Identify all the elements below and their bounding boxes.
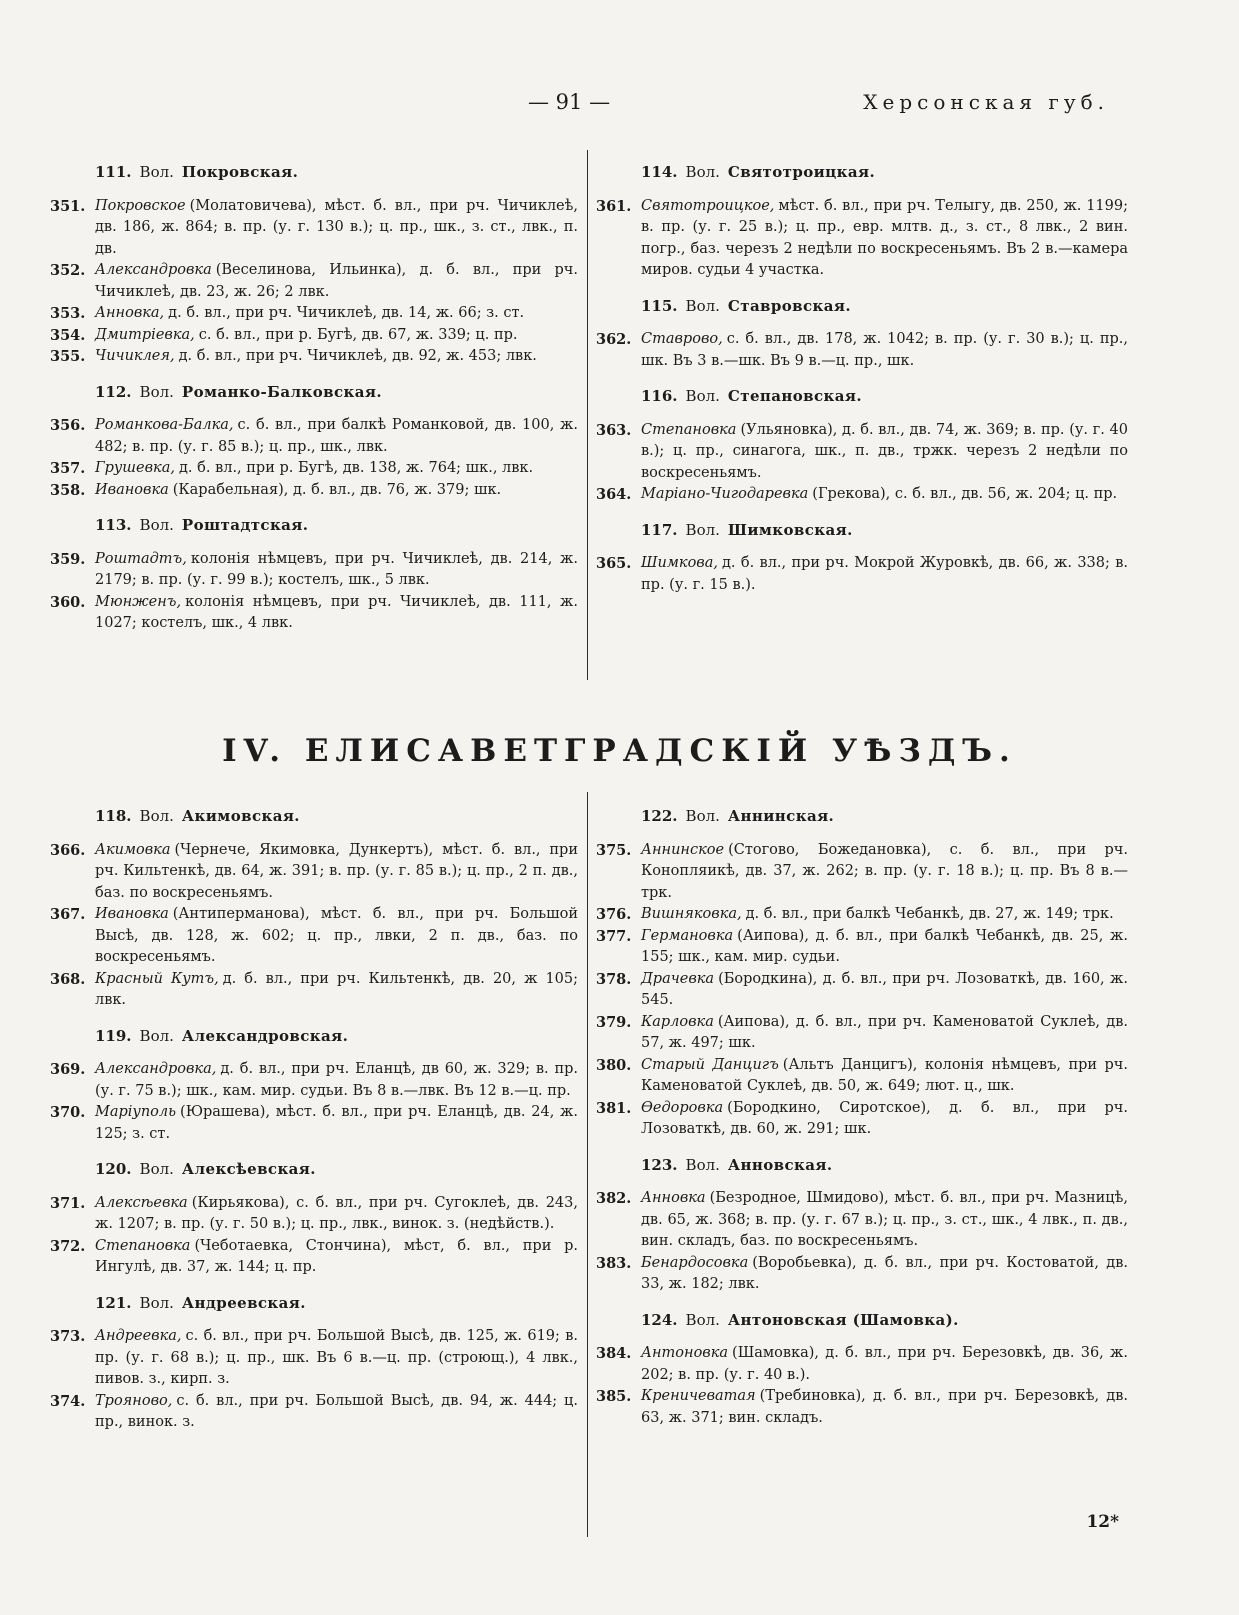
volost-number: 114. (641, 163, 678, 181)
settlement-entry (596, 553, 1128, 596)
volost-number: 111. (95, 163, 132, 181)
place-name: Андреевка, (95, 1328, 182, 1344)
entry-number: 376. (596, 906, 632, 923)
entry-number: 378. (596, 970, 632, 988)
settlement-entry (50, 549, 578, 592)
volost-heading (596, 1155, 1128, 1177)
entry-number: 385. (596, 1388, 632, 1405)
volost-heading (50, 382, 578, 404)
entry-number: 365. (596, 555, 632, 572)
settlement-entry (596, 420, 1128, 485)
volost-number: 122. (641, 807, 678, 825)
place-name: Чичиклея, (95, 348, 175, 364)
entry-number: 372. (50, 1237, 86, 1255)
settlement-entry (50, 260, 578, 303)
entry-description: (Юрашева), мѣст. б. вл., при рч. Еланцѣ, дв. 24, ж. 125; з. ст. (95, 1104, 578, 1142)
entry-number: 370. (50, 1104, 86, 1121)
entry-description: (Веселинова, Ильинка), д. б. вл., при рч. Чичиклеѣ, дв. 23, ж. 26; 2 лвк. (95, 262, 578, 300)
entry-description: д. б. вл., при рч. Чичиклеѣ, дв. 14, ж. 66; з. ст. (168, 305, 525, 321)
place-name: Анновка, (95, 305, 165, 321)
entry-number: 352. (50, 262, 86, 279)
volost-heading (50, 806, 578, 828)
entry-number: 354. (50, 326, 86, 344)
entry-description: д. б. вл., при рч. Еланцѣ, дв 60, ж. 329; в. пр. (у. г. 75 в.); шк., кам. мир. судьи. Въ 8 в.—лвк. Въ 12 в.—ц. пр. (95, 1061, 578, 1099)
entry-number: 379. (596, 1013, 632, 1031)
place-name: Маріано-Чигодаревка (641, 486, 809, 502)
place-name: Анновка (641, 1190, 706, 1206)
volost-number: 120. (95, 1160, 132, 1178)
volost-abbrev: Вол. (139, 516, 174, 534)
settlement-entry (596, 1386, 1128, 1429)
entry-description: с. б. вл., дв. 178, ж. 1042; в. пр. (у. г. 30 в.); ц. пр., шк. Въ 3 в.—шк. Въ 9 в.—ц. пр., шк. (641, 331, 1128, 369)
entry-number: 356. (50, 417, 86, 434)
entry-number: 380. (596, 1056, 632, 1074)
settlement-entry (50, 840, 578, 905)
settlement-entry (50, 1059, 578, 1102)
volost-name: Алексѣевская. (181, 1160, 316, 1178)
column-divider-top (587, 150, 588, 680)
place-name: Акимовка (95, 841, 171, 858)
entry-description: (Шамовка), д. б. вл., при рч. Березовкѣ, дв. 36, ж. 202; в. пр. (у. г. 40 в.). (641, 1345, 1128, 1383)
volost-name: Акимовская. (181, 807, 300, 825)
entry-description: (Бородкино, Сиротское), д. б. вл., при рч. Лозоваткѣ, дв. 60, ж. 291; шк. (641, 1099, 1128, 1137)
volost-abbrev: Вол. (139, 1293, 174, 1312)
volost-abbrev: Вол. (685, 520, 720, 539)
volost-number: 124. (641, 1310, 678, 1329)
settlement-entry (596, 484, 1128, 506)
entry-number: 371. (50, 1194, 86, 1212)
volost-name: Романко-Балковская. (181, 382, 382, 401)
entry-number: 355. (50, 348, 86, 365)
entry-number: 353. (50, 305, 86, 322)
entry-description: (Карабельная), д. б. вл., дв. 76, ж. 379; шк. (172, 481, 502, 498)
entry-description: с. б. вл., при балкѣ Романковой, дв. 100, ж. 482; в. пр. (у. г. 85 в.); ц. пр., шк., лвк. (95, 417, 578, 455)
entry-number: 383. (596, 1254, 632, 1272)
volost-abbrev: Вол. (685, 387, 720, 405)
entry-number: 357. (50, 460, 86, 477)
place-name: Антоновка (641, 1345, 729, 1361)
volost-heading (596, 296, 1128, 318)
entry-description: (Кирьякова), с. б. вл., при рч. Сугоклеѣ, дв. 243, ж. 1207; в. пр. (у. г. 50 в.); ц. пр., лвк., винок. з. (недѣйств.). (95, 1194, 578, 1232)
entry-description: (Требиновка), д. б. вл., при рч. Березовкѣ, дв. 63, ж. 371; вин. складъ. (641, 1388, 1128, 1426)
column-top-left (50, 148, 578, 635)
entry-description: (Чеботаевка, Стончина), мѣст, б. вл., при р. Ингулѣ, дв. 37, ж. 144; ц. пр. (95, 1237, 578, 1275)
volost-heading (50, 162, 578, 184)
entry-number: 358. (50, 481, 86, 499)
place-name: Святотроицкое, (641, 197, 775, 214)
settlement-entry (50, 325, 578, 347)
entry-description: д. б. вл., при рч. Кильтенкѣ, дв. 20, ж 105; лвк. (95, 970, 579, 1008)
place-name: Алексѣевка (95, 1194, 188, 1211)
place-name: Вишняковка, (641, 906, 742, 922)
volost-heading (596, 162, 1128, 184)
entry-number: 384. (596, 1345, 632, 1362)
volost-abbrev: Вол. (685, 163, 720, 181)
volost-abbrev: Вол. (685, 296, 720, 315)
place-name: Ставрово, (641, 331, 723, 347)
entry-description: д. б. вл., при рч. Чичиклеѣ, дв. 92, ж. 453; лвк. (178, 348, 537, 364)
settlement-entry (596, 969, 1128, 1012)
entry-number: 351. (50, 197, 86, 215)
settlement-entry (596, 1098, 1128, 1141)
entry-description: (Стогово, Божедановка), с. б. вл., при рч. Конопляикѣ, дв. 37, ж. 262; в. пр. (у. г. 18 в.); ц. пр. Въ 8 в.—трк. (641, 841, 1128, 901)
volost-abbrev: Вол. (139, 382, 174, 401)
place-name: Мюнженъ, (95, 593, 182, 610)
signature-mark: 12* (1086, 1512, 1119, 1532)
column-bottom-left (50, 792, 578, 1434)
volost-name: Шимковская. (727, 520, 853, 539)
volost-name: Анновская. (727, 1155, 833, 1174)
volost-name: Святотроицкая. (727, 163, 876, 181)
settlement-entry (596, 1055, 1128, 1098)
entry-number: 377. (596, 927, 632, 945)
entry-number: 361. (596, 197, 632, 215)
entry-description: с. б. вл., при рч. Большой Высѣ, дв. 125, ж. 619; в. пр. (у. г. 68 в.); ц. пр., шк. Въ 6 в.—ц. пр. (строющ.), 4 лвк., пивов. з., кирп. з. (95, 1328, 578, 1387)
volost-abbrev: Вол. (139, 807, 174, 825)
entry-description: (Аипова), д. б. вл., при рч. Каменоватой Суклеѣ, дв. 57, ж. 497; шк. (641, 1013, 1128, 1051)
entry-description: (Бородкина), д. б. вл., при рч. Лозоваткѣ, дв. 160, ж. 545. (641, 970, 1128, 1008)
settlement-entry (50, 415, 578, 458)
place-name: Степановка (95, 1237, 191, 1254)
column-divider-bottom (587, 792, 588, 1537)
entry-number: 374. (50, 1392, 86, 1410)
entry-number: 382. (596, 1190, 632, 1207)
entry-description: колонія нѣмцевъ, при рч. Чичиклеѣ, дв. 111, ж. 1027; костелъ, шк., 4 лвк. (95, 593, 578, 631)
entry-number: 363. (596, 421, 632, 439)
entry-description: (Молатовичева), мѣст. б. вл., при рч. Чичиклеѣ, дв. 186, ж. 864; в. пр. (у. г. 130 в.); ц. пр., шк., з. ст., лвк., п. дв. (95, 197, 578, 257)
volost-heading (596, 520, 1128, 542)
entry-number: 359. (50, 550, 86, 568)
volost-number: 119. (95, 1026, 132, 1045)
place-name: Степановка (641, 421, 737, 438)
volost-heading (50, 1026, 578, 1048)
place-name: Ѳедоровка (641, 1099, 724, 1116)
settlement-entry (596, 840, 1128, 905)
place-name: Креничеватая (641, 1388, 756, 1404)
settlement-entry (50, 1391, 578, 1434)
entry-description: мѣст. б. вл., при рч. Телыгу, дв. 250, ж. 1199; в. пр. (у. г. 25 в.); ц. пр., евр. млтв. д., з. ст., 8 лвк., 2 вин. погр., баз. черезъ 2 недѣли по воскресеньямъ. Въ 2 в.—камера миров. судьи 4 участка. (641, 197, 1128, 278)
entry-number: 362. (596, 331, 632, 348)
entry-description: колонія нѣмцевъ, при рч. Чичиклеѣ, дв. 214, ж. 2179; в. пр. (у. г. 99 в.); костелъ, шк., 5 лвк. (95, 550, 578, 588)
settlement-entry (50, 969, 578, 1012)
entry-description: с. б. вл., при рч. Большой Высѣ, дв. 94, ж. 444; ц. пр., винок. з. (95, 1392, 578, 1430)
place-name: Ивановка (95, 906, 169, 922)
place-name: Александровка (95, 262, 212, 278)
settlement-entry (596, 329, 1128, 372)
entry-description: д. б. вл., при рч. Мокрой Журовкѣ, дв. 66, ж. 338; в. пр. (у. г. 15 в.). (641, 555, 1128, 593)
volost-name: Покровская. (181, 163, 299, 181)
volost-number: 115. (641, 296, 678, 315)
entry-description: (Чернече, Якимовка, Дункертъ), мѣст. б. вл., при рч. Кильтенкѣ, дв. 64, ж. 391; в. пр. (у. г. 85 в.); ц. пр., 2 п. дв., баз. по воскресеньямъ. (95, 841, 578, 901)
entry-description: (Воробьевка), д. б. вл., при рч. Костоватой, дв. 33, ж. 182; лвк. (641, 1254, 1128, 1292)
settlement-entry (50, 1236, 578, 1279)
volost-abbrev: Вол. (685, 1310, 720, 1329)
page-number: — 91 — (528, 90, 611, 114)
place-name: Роштадтъ, (95, 550, 187, 567)
place-name: Германовка (641, 927, 734, 944)
entry-number: 368. (50, 970, 86, 988)
entry-description: с. б. вл., при р. Бугѣ, дв. 67, ж. 339; ц. пр. (198, 326, 518, 343)
settlement-entry (50, 196, 578, 261)
entry-number: 381. (596, 1099, 632, 1117)
settlement-entry (50, 480, 578, 502)
settlement-entry (596, 1343, 1128, 1386)
entry-number: 364. (596, 486, 632, 503)
place-name: Аннинское (641, 841, 725, 858)
place-name: Маріуполь (95, 1104, 177, 1120)
place-name: Александровка, (95, 1061, 217, 1077)
entry-description: (Антиперманова), мѣст. б. вл., при рч. Большой Высѣ, дв. 128, ж. 602; ц. пр., лвки, 2 п. дв., баз. по воскресеньямъ. (95, 906, 578, 965)
volost-number: 116. (641, 387, 678, 405)
volost-number: 121. (95, 1293, 132, 1312)
section-title: IV. ЕЛИСАВЕТГРАДСКІЙ УѢЗДЪ. (222, 733, 1017, 769)
volost-number: 113. (95, 516, 132, 534)
entry-number: 373. (50, 1328, 86, 1345)
volost-abbrev: Вол. (685, 1155, 720, 1174)
entry-description: (Грекова), с. б. вл., дв. 56, ж. 204; ц. пр. (812, 486, 1118, 502)
volost-name: Андреевская. (181, 1293, 306, 1312)
volost-heading (596, 1310, 1128, 1332)
volost-heading (50, 1293, 578, 1315)
place-name: Карловка (641, 1013, 714, 1030)
entry-description: (Альтъ Данцигъ), колонія нѣмцевъ, при рч. Каменоватой Суклеѣ, дв. 50, ж. 649; лют. ц., шк. (641, 1056, 1128, 1094)
volost-name: Ставровская. (727, 296, 851, 315)
column-top-right (596, 148, 1128, 596)
volost-heading (596, 806, 1128, 828)
volost-name: Аннинская. (727, 807, 835, 825)
settlement-entry (50, 592, 578, 635)
entry-number: 375. (596, 841, 632, 859)
volost-heading (596, 386, 1128, 408)
entry-description: (Ульяновка), д. б. вл., дв. 74, ж. 369; в. пр. (у. г. 40 в.); ц. пр., синагога, шк., п. дв., тржк. черезъ 2 недѣли по воскресеньямъ. (641, 421, 1128, 481)
entry-number: 369. (50, 1061, 86, 1078)
entry-number: 360. (50, 593, 86, 611)
settlement-entry (50, 1102, 578, 1145)
entry-description: д. б. вл., при балкѣ Чебанкѣ, дв. 27, ж. 149; трк. (745, 906, 1114, 922)
settlement-entry (50, 458, 578, 480)
place-name: Бенардосовка (641, 1254, 749, 1271)
volost-abbrev: Вол. (139, 1160, 174, 1178)
settlement-entry (596, 904, 1128, 926)
volost-number: 123. (641, 1155, 678, 1174)
settlement-entry (50, 904, 578, 969)
place-name: Старый Данцигъ (641, 1056, 779, 1073)
volost-heading (50, 515, 578, 537)
entry-description: д. б. вл., при р. Бугѣ, дв. 138, ж. 764; шк., лвк. (178, 460, 534, 476)
place-name: Романкова-Балка, (95, 417, 234, 433)
running-title: Херсонская губ. (863, 90, 1109, 114)
place-name: Ивановка (95, 481, 169, 498)
entry-number: 367. (50, 906, 86, 923)
entry-description: (Аипова), д. б. вл., при балкѣ Чебанкѣ, дв. 25, ж. 155; шк., кам. мир. судьи. (641, 927, 1128, 965)
volost-abbrev: Вол. (139, 163, 174, 181)
volost-number: 118. (95, 807, 132, 825)
place-name: Грушевка, (95, 460, 175, 476)
entry-number: 366. (50, 841, 86, 859)
settlement-entry (596, 1012, 1128, 1055)
settlement-entry (596, 926, 1128, 969)
settlement-entry (596, 1253, 1128, 1296)
volost-name: Антоновская (Шамовка). (727, 1310, 959, 1329)
volost-abbrev: Вол. (685, 807, 720, 825)
place-name: Покровское (95, 197, 186, 214)
volost-name: Степановская. (727, 387, 862, 405)
place-name: Красный Кутъ, (95, 970, 219, 987)
settlement-entry (50, 303, 578, 325)
place-name: Шимкова, (641, 555, 718, 571)
settlement-entry (596, 196, 1128, 282)
settlement-entry (50, 1193, 578, 1236)
column-bottom-right (596, 792, 1128, 1429)
place-name: Драчевка (641, 970, 715, 987)
volost-heading (50, 1159, 578, 1181)
settlement-entry (50, 1326, 578, 1391)
volost-number: 112. (95, 382, 132, 401)
volost-abbrev: Вол. (139, 1026, 174, 1045)
place-name: Трояново, (95, 1392, 173, 1409)
place-name: Дмитріевка, (95, 326, 195, 343)
settlement-entry (50, 346, 578, 368)
volost-number: 117. (641, 520, 678, 539)
entry-description: (Безродное, Шмидово), мѣст. б. вл., при рч. Мазницѣ, дв. 65, ж. 368; в. пр. (у. г. 67 в.); ц. пр., з. ст., шк., 4 лвк., п. дв., вин. складъ, баз. по воскресеньямъ. (641, 1190, 1128, 1249)
page-header (0, 90, 1239, 124)
settlement-entry (596, 1188, 1128, 1253)
volost-name: Александровская. (181, 1026, 349, 1045)
volost-name: Роштадтская. (181, 516, 309, 534)
